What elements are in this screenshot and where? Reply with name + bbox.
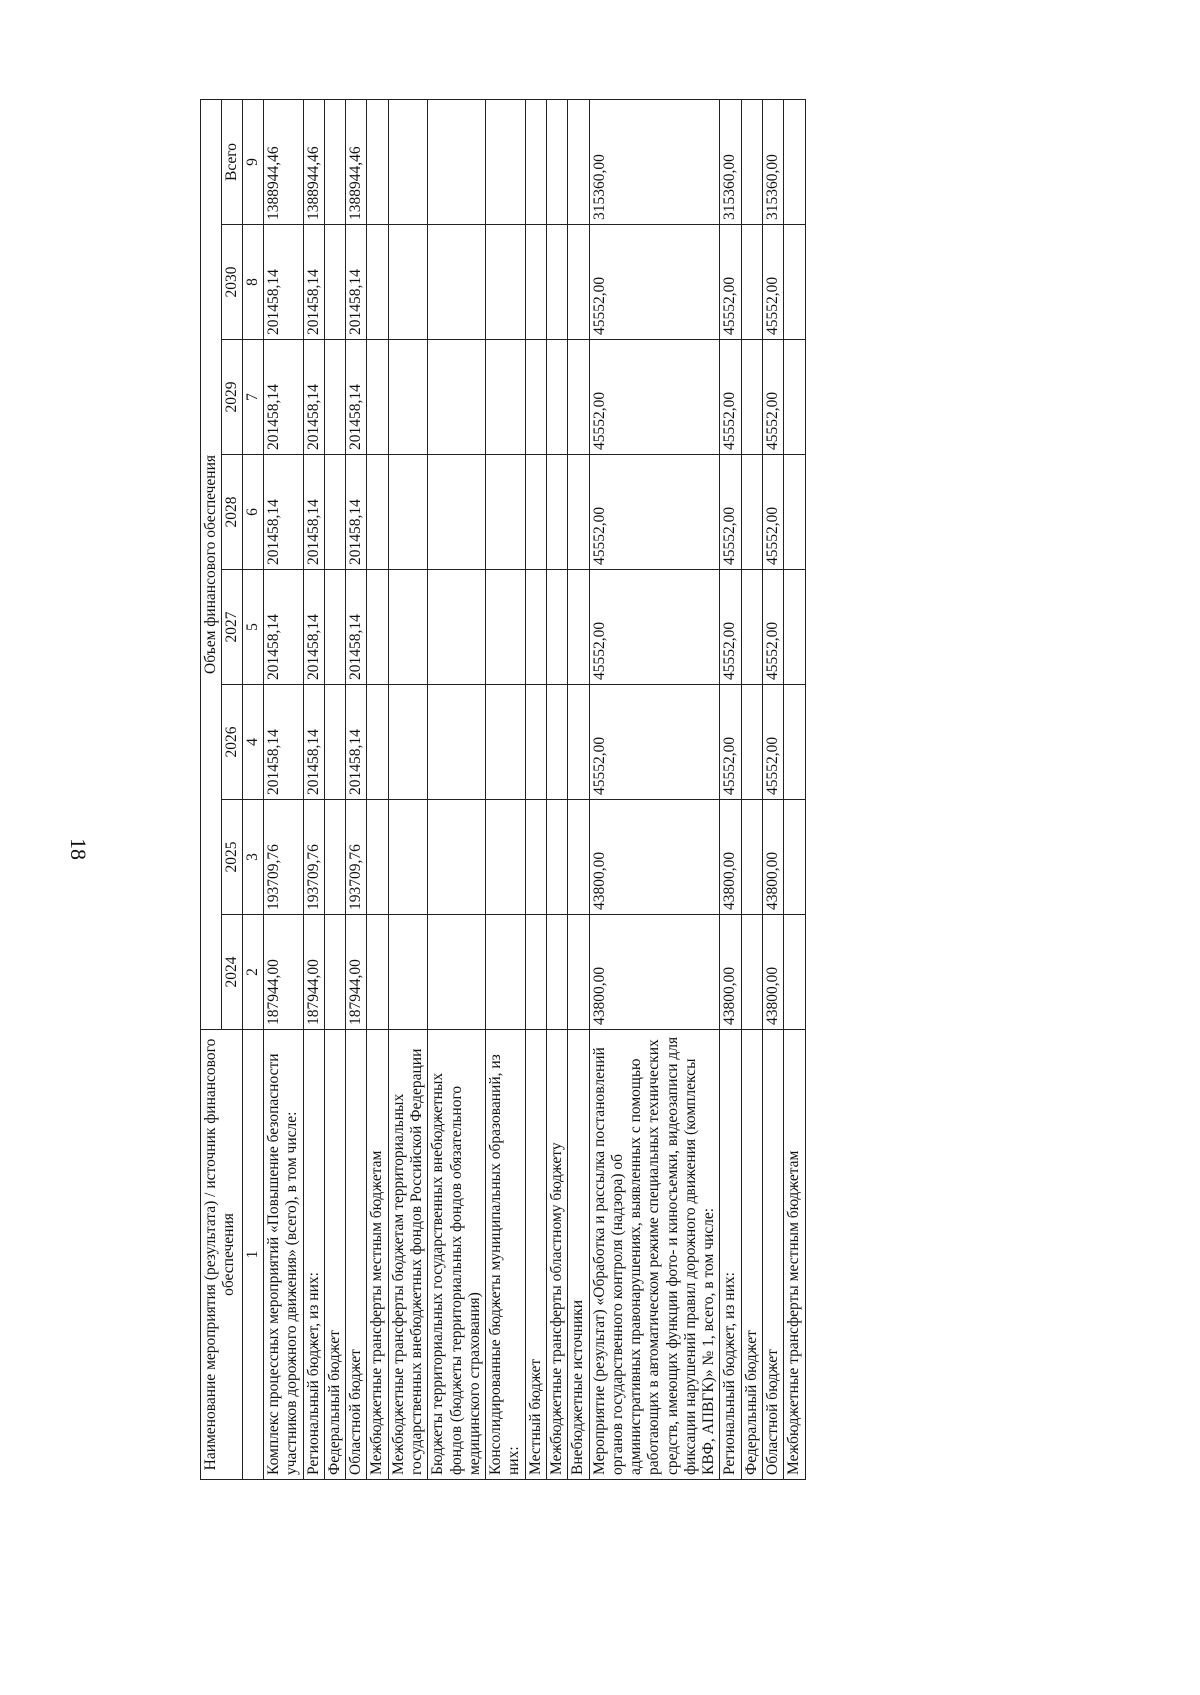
value-cell (546, 455, 567, 570)
col-number: 6 (243, 455, 264, 570)
value-cell: 45552,00 (720, 340, 741, 455)
value-cell: 45552,00 (763, 570, 784, 685)
year-header: 2030 (222, 225, 243, 340)
value-cell (428, 685, 486, 800)
rotated-table-container (200, 100, 1100, 1480)
value-cell: 45552,00 (763, 340, 784, 455)
row-label: Местный бюджет (525, 1030, 546, 1480)
value-cell (741, 800, 762, 915)
table-row (568, 99, 589, 1479)
value-cell: 201458,14 (303, 225, 324, 340)
value-cell (741, 685, 762, 800)
value-cell (388, 570, 428, 685)
financing-table (200, 99, 806, 1480)
value-cell (546, 915, 567, 1030)
value-cell (546, 570, 567, 685)
row-label: Региональный бюджет, из них: (303, 1030, 324, 1480)
row-label: Межбюджетные трансферты областному бюджету (546, 1030, 567, 1480)
value-cell (525, 99, 546, 224)
value-cell (486, 225, 526, 340)
col-number: 8 (243, 225, 264, 340)
value-cell: 1388944,46 (264, 99, 304, 224)
table-row (546, 99, 567, 1479)
value-cell (324, 570, 345, 685)
value-cell (486, 340, 526, 455)
value-cell: 201458,14 (264, 455, 304, 570)
value-cell: 201458,14 (303, 570, 324, 685)
value-cell: 193709,76 (264, 800, 304, 915)
value-cell (388, 340, 428, 455)
year-header: 2024 (222, 915, 243, 1030)
col-number: 3 (243, 800, 264, 915)
value-cell: 43800,00 (589, 800, 720, 915)
value-cell: 201458,14 (264, 570, 304, 685)
value-cell (525, 225, 546, 340)
year-header: 2025 (222, 800, 243, 915)
value-cell (324, 800, 345, 915)
value-cell: 201458,14 (303, 685, 324, 800)
value-cell: 1388944,46 (346, 99, 367, 224)
value-cell (525, 340, 546, 455)
value-cell (525, 915, 546, 1030)
row-label: Комплекс процессных мероприятий «Повышение безопасности участников дорожного движения» (всего), в том числе: (264, 1030, 304, 1480)
value-cell: 43800,00 (763, 915, 784, 1030)
value-cell (388, 225, 428, 340)
row-label: Внебюджетные источники (568, 1030, 589, 1480)
value-cell (784, 99, 805, 224)
row-label: Областной бюджет (763, 1030, 784, 1480)
table-row (264, 99, 304, 1479)
value-cell (388, 455, 428, 570)
value-cell: 43800,00 (589, 915, 720, 1030)
value-cell: 193709,76 (346, 800, 367, 915)
value-cell: 201458,14 (346, 225, 367, 340)
value-cell (428, 800, 486, 915)
total-header: Всего (222, 99, 243, 224)
value-cell: 45552,00 (589, 340, 720, 455)
table-row (367, 99, 388, 1479)
row-label: Межбюджетные трансферты местным бюджетам (367, 1030, 388, 1480)
value-cell: 45552,00 (720, 455, 741, 570)
value-cell: 45552,00 (589, 225, 720, 340)
value-cell (568, 915, 589, 1030)
value-cell: 45552,00 (720, 225, 741, 340)
value-cell (568, 800, 589, 915)
value-cell (428, 455, 486, 570)
value-cell (546, 225, 567, 340)
value-cell (324, 685, 345, 800)
value-cell (546, 340, 567, 455)
row-label: Консолидированные бюджеты муниципальных образований, из них: (486, 1030, 526, 1480)
value-cell (388, 99, 428, 224)
value-cell (741, 99, 762, 224)
value-cell: 187944,00 (303, 915, 324, 1030)
value-cell: 187944,00 (346, 915, 367, 1030)
value-cell (741, 225, 762, 340)
row-label: Областной бюджет (346, 1030, 367, 1480)
header-group: Объем финансового обеспечения (201, 99, 222, 1029)
value-cell (486, 685, 526, 800)
value-cell (525, 800, 546, 915)
table-row (525, 99, 546, 1479)
col-number: 1 (243, 1030, 264, 1480)
value-cell (741, 455, 762, 570)
value-cell: 45552,00 (589, 685, 720, 800)
value-cell: 45552,00 (720, 685, 741, 800)
table-row (346, 99, 367, 1479)
value-cell (525, 455, 546, 570)
row-label: Межбюджетные трансферты местным бюджетам (784, 1030, 805, 1480)
value-cell (486, 99, 526, 224)
year-header: 2027 (222, 570, 243, 685)
table-row (428, 99, 486, 1479)
value-cell (367, 455, 388, 570)
value-cell (388, 915, 428, 1030)
year-header: 2029 (222, 340, 243, 455)
value-cell (486, 915, 526, 1030)
value-cell: 43800,00 (720, 915, 741, 1030)
col-number: 5 (243, 570, 264, 685)
value-cell (784, 800, 805, 915)
value-cell (784, 570, 805, 685)
table-row (388, 99, 428, 1479)
value-cell (428, 340, 486, 455)
col-number: 2 (243, 915, 264, 1030)
value-cell (741, 340, 762, 455)
table-row (324, 99, 345, 1479)
value-cell: 201458,14 (264, 225, 304, 340)
value-cell (784, 455, 805, 570)
value-cell: 201458,14 (264, 340, 304, 455)
value-cell: 315360,00 (589, 99, 720, 224)
value-cell (367, 915, 388, 1030)
value-cell (525, 570, 546, 685)
value-cell (324, 455, 345, 570)
value-cell: 201458,14 (346, 340, 367, 455)
table-row (741, 99, 762, 1479)
value-cell: 201458,14 (346, 685, 367, 800)
year-header: 2026 (222, 685, 243, 800)
table-row (589, 99, 720, 1479)
value-cell: 201458,14 (346, 570, 367, 685)
row-label: Бюджеты территориальных государственных внебюджетных фондов (бюджеты территориальных фондов обязательного медицинского страхования) (428, 1030, 486, 1480)
value-cell (568, 570, 589, 685)
value-cell (367, 340, 388, 455)
value-cell (486, 800, 526, 915)
value-cell (428, 225, 486, 340)
row-label: Федеральный бюджет (741, 1030, 762, 1480)
value-cell (428, 99, 486, 224)
value-cell (546, 685, 567, 800)
value-cell (367, 800, 388, 915)
value-cell (568, 455, 589, 570)
value-cell (784, 225, 805, 340)
col-number: 4 (243, 685, 264, 800)
value-cell: 45552,00 (763, 225, 784, 340)
value-cell (741, 570, 762, 685)
value-cell (784, 340, 805, 455)
value-cell: 43800,00 (720, 800, 741, 915)
value-cell (486, 455, 526, 570)
value-cell: 45552,00 (720, 570, 741, 685)
value-cell (367, 685, 388, 800)
value-cell (546, 800, 567, 915)
value-cell (367, 99, 388, 224)
value-cell: 45552,00 (763, 455, 784, 570)
value-cell (428, 915, 486, 1030)
table-row (763, 99, 784, 1479)
value-cell (741, 915, 762, 1030)
value-cell (784, 685, 805, 800)
value-cell (568, 685, 589, 800)
value-cell (388, 800, 428, 915)
value-cell: 201458,14 (303, 455, 324, 570)
table-row (720, 99, 741, 1479)
table-row (303, 99, 324, 1479)
row-label: Межбюджетные трансферты бюджетам территориальных государственных внебюджетных фондов Российской Федерации (388, 1030, 428, 1480)
row-label: Федеральный бюджет (324, 1030, 345, 1480)
value-cell: 201458,14 (346, 455, 367, 570)
value-cell: 187944,00 (264, 915, 304, 1030)
value-cell (546, 99, 567, 224)
table-row (486, 99, 526, 1479)
value-cell: 43800,00 (763, 800, 784, 915)
value-cell (428, 570, 486, 685)
value-cell (486, 570, 526, 685)
value-cell (367, 225, 388, 340)
col-number: 9 (243, 99, 264, 224)
value-cell: 45552,00 (589, 455, 720, 570)
row-label: Региональный бюджет, из них: (720, 1030, 741, 1480)
value-cell (324, 915, 345, 1030)
value-cell: 45552,00 (763, 685, 784, 800)
header-name: Наименование мероприятия (результата) / источник финансового обеспечения (201, 1030, 243, 1480)
value-cell: 1388944,46 (303, 99, 324, 224)
value-cell: 201458,14 (303, 340, 324, 455)
value-cell (525, 685, 546, 800)
table-body (264, 99, 806, 1479)
value-cell (784, 915, 805, 1030)
value-cell: 315360,00 (763, 99, 784, 224)
row-label: Мероприятие (результат) «Обработка и рассылка постановлений органов государственного контроля (надзора) об административных правонарушениях, выявленных с помощью работающих в автоматическом режиме специальных технических средств, имеющих функции фото- и киносъемки, видеозаписи для фиксации нарушений правил дорожного движения (комплексы КВФ, АПВГК)» № 1, всего, в том числе: (589, 1030, 720, 1480)
table-row (784, 99, 805, 1479)
value-cell: 315360,00 (720, 99, 741, 224)
value-cell (568, 99, 589, 224)
value-cell (568, 340, 589, 455)
value-cell (324, 99, 345, 224)
value-cell (388, 685, 428, 800)
column-numbers-row (243, 99, 264, 1479)
value-cell (324, 225, 345, 340)
page-number: 18 (66, 838, 91, 860)
value-cell: 193709,76 (303, 800, 324, 915)
col-number: 7 (243, 340, 264, 455)
year-header: 2028 (222, 455, 243, 570)
value-cell (367, 570, 388, 685)
value-cell: 201458,14 (264, 685, 304, 800)
value-cell (324, 340, 345, 455)
value-cell (568, 225, 589, 340)
value-cell: 45552,00 (589, 570, 720, 685)
